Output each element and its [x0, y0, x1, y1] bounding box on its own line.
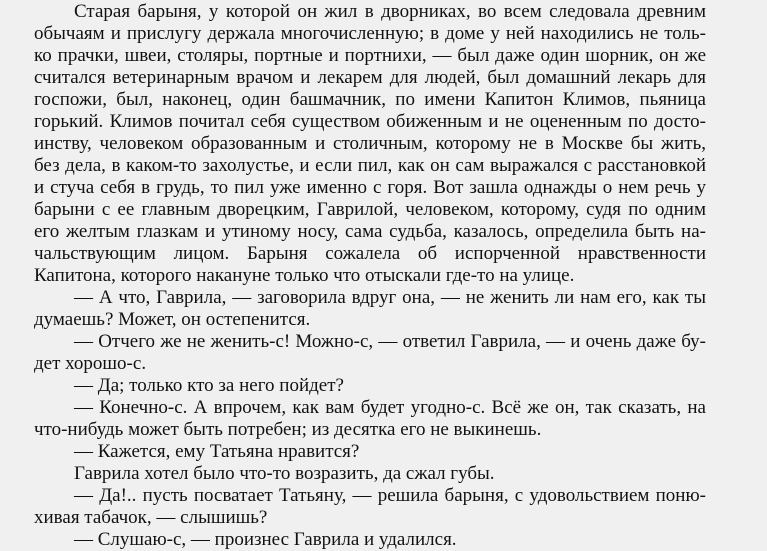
text-line: — Да; только кто за него пойдет? — [74, 375, 344, 396]
text-line: — А что, Гаврила, — заговорила вдруг она, — не женить ли нам его, как ты — [74, 287, 706, 308]
text-line: без дела, в каком-то захолустье, и если пил, как он сам выражался с расстановкой — [34, 155, 706, 176]
text-line: его желтым глазкам и утиному носу, сама судьба, казалось, определила быть на- — [34, 221, 706, 242]
text-line: и стуча себя в грудь, то пил уже именно с горя. Вот зашла однажды о нем речь у — [34, 177, 706, 198]
text-line: хивая табачок, — слышишь? — [34, 507, 268, 528]
text-line: считался ветеринарным врачом и лекарем для людей, был домашний лекарь для — [34, 67, 706, 88]
text-line: горький. Климов почитал себя существом обиженным и не оцененным по досто- — [34, 111, 706, 132]
text-line: чальствующим лицом. Барыня сожалела об испорченной нравственности — [34, 243, 706, 264]
text-line: Гаврила хотел было что-то возразить, да сжал губы. — [74, 463, 495, 484]
text-line: — Кажется, ему Татьяна нравится? — [74, 441, 360, 462]
text-line: Старая барыня, у которой он жил в дворниках, во всем следовала древним — [74, 1, 706, 22]
text-line: обычаям и прислугу держала многочисленную; в доме у ней находились не толь- — [34, 23, 706, 44]
text-line: думаешь? Может, он остепенится. — [34, 309, 311, 330]
text-line: — Конечно-с. А впрочем, как вам будет угодно-с. Всё же он, так сказать, на — [74, 397, 706, 418]
text-line: инству, человеком образованным и столичным, которому не в Москве бы жить, — [34, 133, 706, 154]
text-line: госпожи, был, наконец, один башмачник, по имени Капитон Климов, пьяница — [34, 89, 706, 110]
text-line: барыни с ее главным дворецким, Гаврилой, человеком, которому, судя по одним — [34, 199, 706, 220]
text-line: — Отчего же не женить-с! Можно-с, — ответил Гаврила, — и очень даже бу- — [74, 331, 706, 352]
text-line: — Да!.. пусть посватает Татьяну, — решила барыня, с удовольствием поню- — [74, 485, 706, 506]
text-line: дет хорошо-с. — [34, 353, 147, 374]
text-line: ко прачки, швеи, столяры, портные и портнихи, — был даже один шорник, он же — [34, 45, 706, 66]
text-line: Капитона, которого накануне только что отыскали где-то на улице. — [34, 265, 575, 286]
text-line: что-нибудь может быть потребен; из десятка его не выкинешь. — [34, 419, 542, 440]
text-line: — Слушаю-с, — произнес Гаврила и удалился. — [74, 529, 457, 550]
